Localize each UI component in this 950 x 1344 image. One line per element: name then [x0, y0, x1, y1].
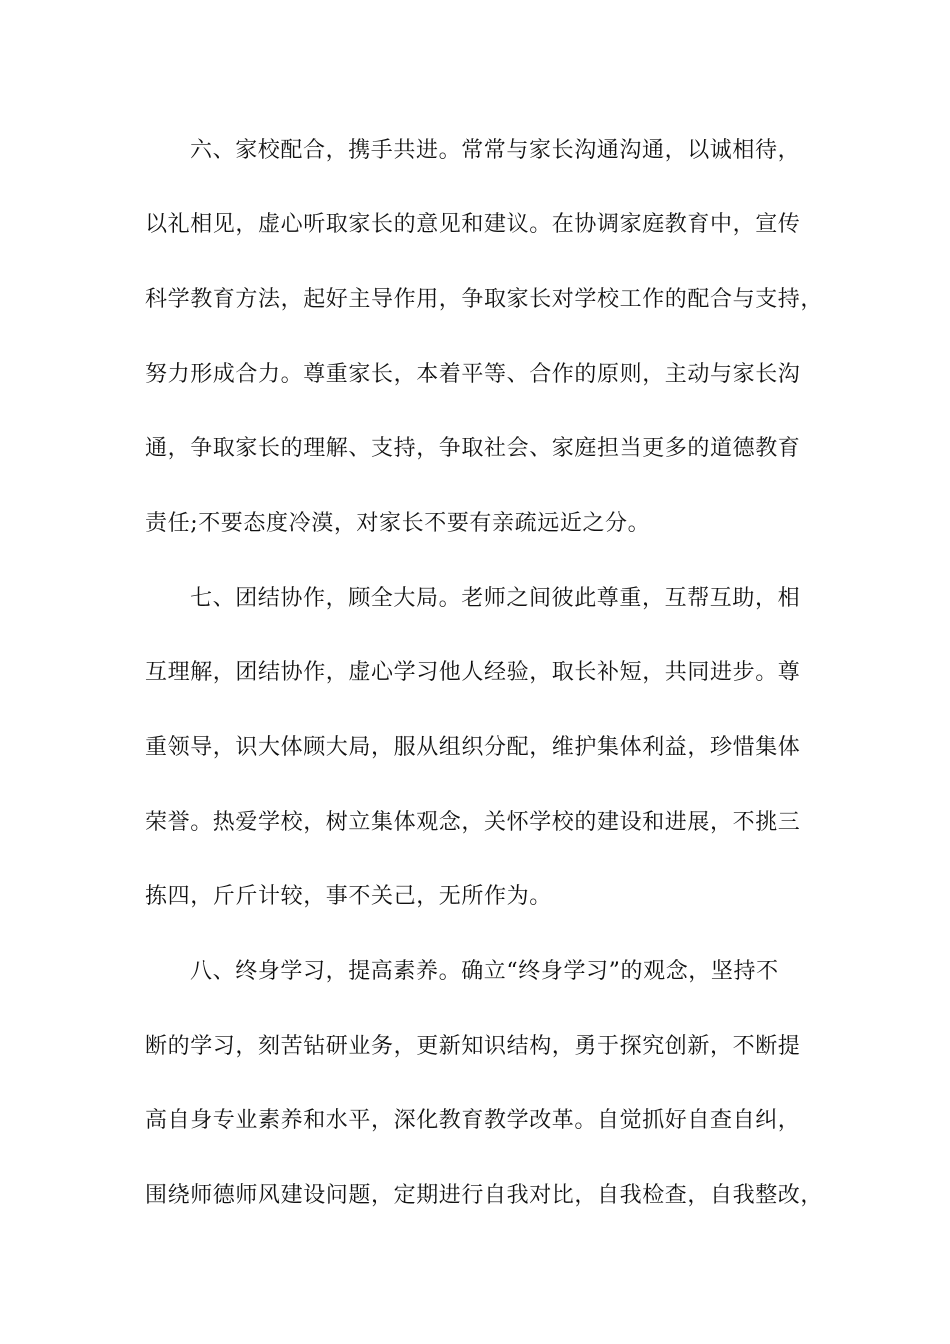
paragraph-7-line-5: 拣四，斤斤计较，事不关己，无所作为。	[145, 884, 552, 909]
paragraph-6-line-5: 通，争取家长的理解、支持，争取社会、家庭担当更多的道德教育	[145, 436, 801, 461]
paragraph-8-line-1: 八、终身学习，提高素养。确立“终身学习”的观念，坚持不	[190, 959, 779, 984]
paragraph-7-line-3: 重领导，识大体顾大局，服从组织分配，维护集体利益，珍惜集体	[145, 735, 801, 760]
paragraph-7-line-1: 七、团结协作，顾全大局。老师之间彼此尊重，互帮互助，相	[190, 586, 801, 611]
paragraph-8-line-2: 断的学习，刻苦钻研业务，更新知识结构，勇于探究创新，不断提	[145, 1034, 801, 1059]
paragraph-6-line-6: 责任;不要态度冷漠，对家长不要有亲疏远近之分。	[145, 511, 651, 536]
paragraph-7-line-2: 互理解，团结协作，虚心学习他人经验，取长补短，共同进步。尊	[145, 660, 801, 685]
paragraph-8-line-3: 高自身专业素养和水平，深化教育教学改革。自觉抓好自查自纠，	[145, 1108, 801, 1133]
paragraph-6-line-1: 六、家校配合，携手共进。常常与家长沟通沟通，以诚相待，	[190, 138, 801, 163]
paragraph-7-line-4: 荣誉。热爱学校，树立集体观念，关怀学校的建设和进展，不挑三	[145, 810, 801, 835]
paragraph-6-line-2: 以礼相见，虚心听取家长的意见和建议。在协调家庭教育中，宣传	[145, 212, 801, 237]
paragraph-8-line-4: 围绕师德师风建设问题，定期进行自我对比，自我检查，自我整改，	[145, 1183, 824, 1208]
paragraph-6-line-3: 科学教育方法，起好主导作用，争取家长对学校工作的配合与支持，	[145, 287, 824, 312]
paragraph-6-line-4: 努力形成合力。尊重家长，本着平等、合作的原则，主动与家长沟	[145, 362, 801, 387]
